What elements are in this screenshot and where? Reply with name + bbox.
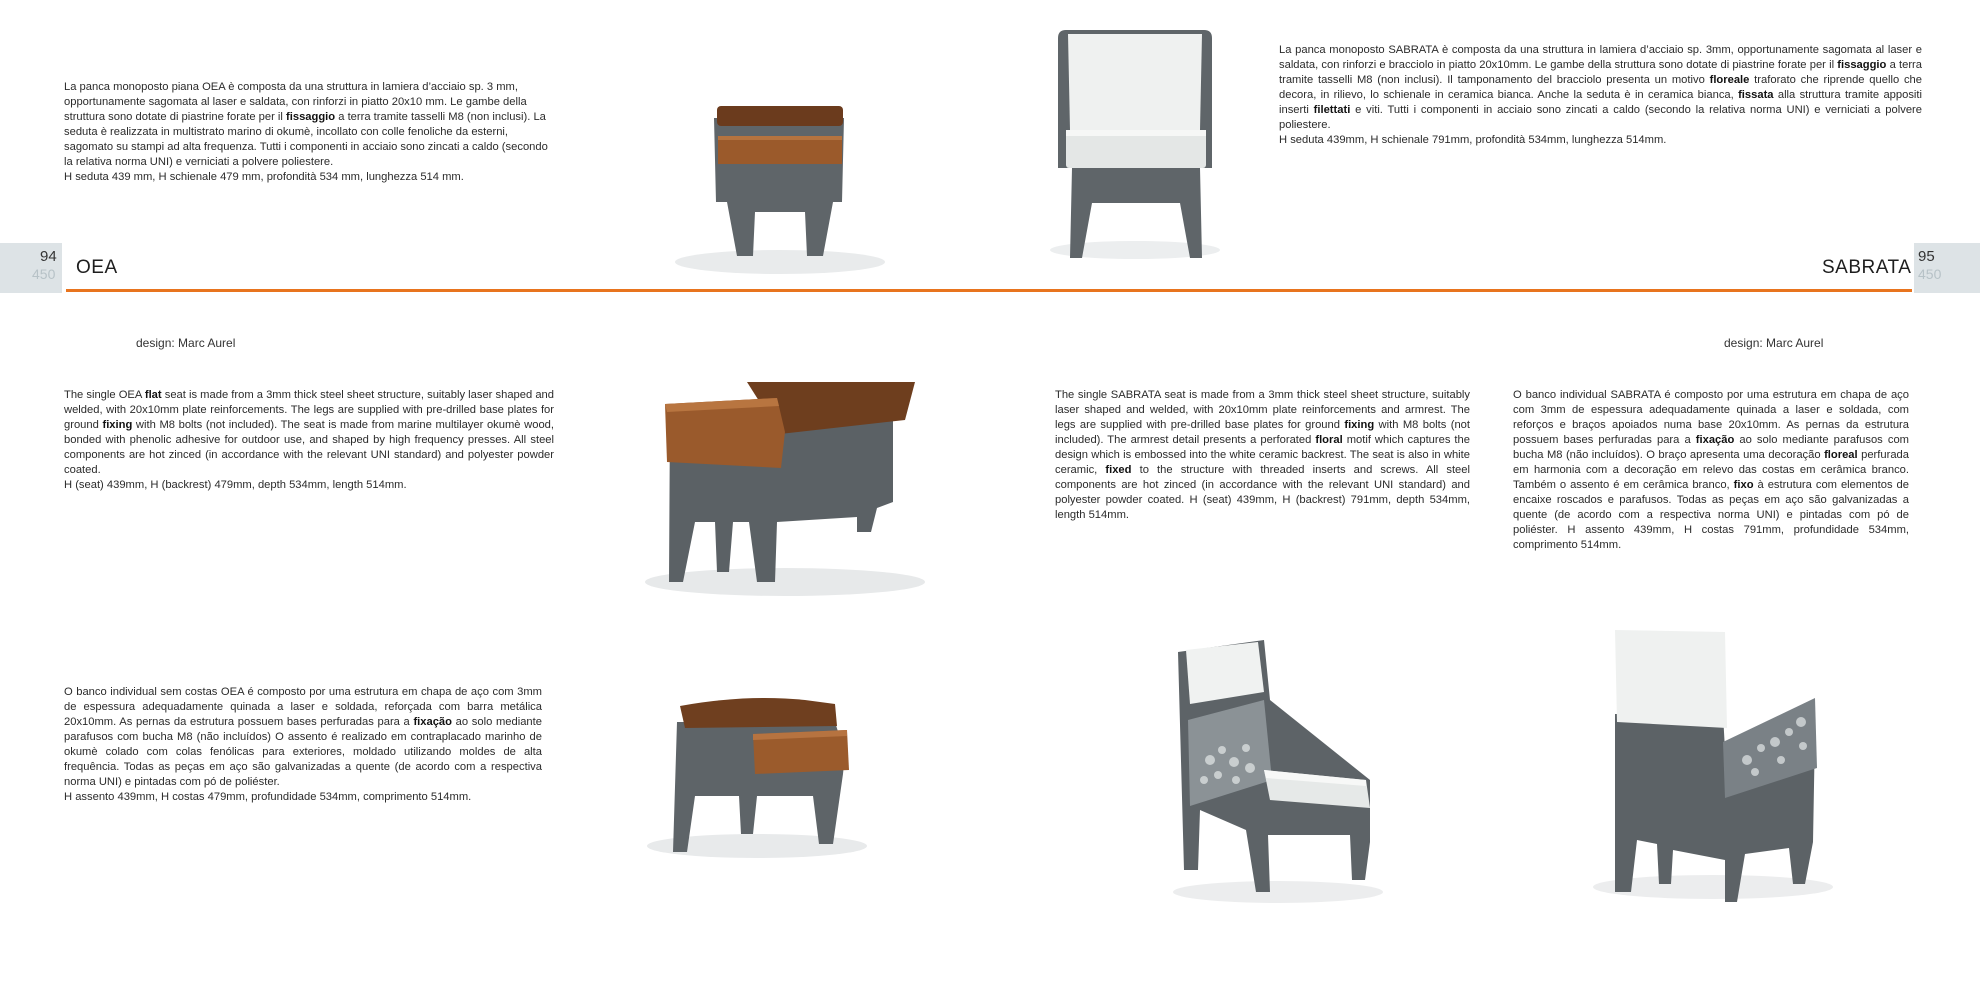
oea-it-text-2: a terra tramite tasselli M8 (non inclusi). La seduta è realizzata in multistrato marino di okumè, incollato con colle fenoliche da esterni, sagomato su stampi ad alta frequenza. Tutti i componenti in acciaio sono zincati a caldo (secondo la relativa norma UNI) e verniciati a polvere poliestere. xyxy=(64,111,548,168)
sabrata-it-text-4: alla struttura tramite appositi inserti xyxy=(1279,89,1923,116)
orange-header-rule xyxy=(66,289,1912,292)
oea-pt-keyword-fixacao: fixação xyxy=(413,716,452,728)
sabrata-it-dimensions: H seduta 439mm, H schienale 791mm, profondità 534mm, lunghezza 514mm. xyxy=(1279,134,1667,146)
oea-it-keyword-fissaggio: fissaggio xyxy=(286,111,336,123)
sabrata-it-text-3: traforato che riprende quello che decora, in rilievo, lo schienale in ceramica bianca. Anche la seduta è in ceramica bianca, xyxy=(1279,74,1922,101)
sabrata-it-text-2: a terra tramite tasselli M8 (non inclusi). Il tamponamento del bracciolo presenta un motivo xyxy=(1279,59,1922,86)
sabrata-portuguese-description xyxy=(1513,388,1909,553)
oea-it-text-1: La panca monoposto piana OEA è composta da una struttura in lamiera d’acciaio sp. 3 mm, opportunamente sagomata al laser e saldata, con rinforzi in piatto 20x10 mm. Le gambe della struttura sono dotate di piastrine forate per il xyxy=(64,81,527,123)
oea-en-keyword-fixing: fixing xyxy=(102,419,133,431)
oea-en-text-2: seat is made from a 3mm thick steel sheet structure, suitably laser shaped and welded, with 20x10mm plate reinforcements. The legs are supplied with pre-drilled base plates for ground xyxy=(64,389,554,431)
oea-en-keyword-flat: flat xyxy=(144,389,162,401)
sabrata-english-description xyxy=(1055,388,1470,523)
right-designer-credit: design: Marc Aurel xyxy=(1724,336,1824,350)
sabrata-pt-keyword-floreal: floreal xyxy=(1824,449,1858,461)
oea-seat-front-photo xyxy=(655,92,905,282)
sabrata-it-keyword-filettati: filettati xyxy=(1313,104,1351,116)
right-page-title: SABRATA xyxy=(1822,257,1912,278)
oea-portuguese-description xyxy=(64,685,542,805)
left-page-title: OEA xyxy=(76,257,118,278)
sabrata-italian-description xyxy=(1279,43,1922,148)
oea-english-description xyxy=(64,388,554,493)
oea-it-dimensions: H seduta 439 mm, H schienale 479 mm, profondità 534 mm, lunghezza 514 mm. xyxy=(64,171,464,183)
sabrata-it-text-1: La panca monoposto SABRATA è composta da una struttura in lamiera d’acciaio sp. 3mm, opportunamente sagomata al laser e saldata, con rinforzi e bracciolo in piatto 20x10mm. Le gambe della struttura sono dotate di piastrine forate per il xyxy=(1279,44,1922,71)
sabrata-it-keyword-fissaggio: fissaggio xyxy=(1837,59,1887,71)
sabrata-en-keyword-fixing: fixing xyxy=(1344,419,1375,431)
left-page-number: 94 xyxy=(40,248,57,265)
left-designer-credit: design: Marc Aurel xyxy=(136,336,236,350)
sabrata-pt-text-2: ao solo mediante parafusos com bucha M8 (não incluídos). O braço apresenta uma decoração xyxy=(1513,434,1909,461)
sabrata-en-text-4: to the structure with threaded inserts and screws. All steel components are hot zinced (in accordance with the relevant UNI standard) and polyester powder coated. H (seat) 439mm, H (backrest) 791mm, depth 534mm, length 514mm. xyxy=(1055,464,1470,521)
oea-seat-angle-photo xyxy=(625,382,940,604)
sabrata-pt-keyword-fixacao: fixação xyxy=(1695,434,1735,446)
sabrata-it-keyword-floreale: floreale xyxy=(1709,74,1750,86)
right-page-total: 450 xyxy=(1918,266,1942,282)
sabrata-chair-angle-photo xyxy=(1160,630,1395,908)
sabrata-en-text-1: The single SABRATA seat is made from a 3mm thick steel sheet structure, suitably laser shaped and welded, with 20x10mm plate reinforcements and armrest. The legs are supplied with pre-drilled base plates for ground xyxy=(1055,389,1470,431)
oea-pt-dimensions: H assento 439mm, H costas 479mm, profundidade 534mm, comprimento 514mm. xyxy=(64,791,472,803)
sabrata-pt-keyword-fixo: fixo xyxy=(1733,479,1754,491)
sabrata-en-keyword-fixed: fixed xyxy=(1105,464,1132,476)
sabrata-pt-text-4: à estrutura com elementos de encaixe roscados e parafusos. Todas as peças em aço são galvanizadas a quente (de acordo com a respectiva norma UNI) e pintadas com pó de poliéster. H assento 439mm, H costas 791mm, profundidade 534mm, comprimento 514mm. xyxy=(1513,479,1910,551)
oea-italian-description xyxy=(64,80,556,185)
oea-en-text-1: The single OEA xyxy=(64,389,145,401)
right-page-number: 95 xyxy=(1918,248,1935,265)
sabrata-en-text-3: motif which captures the design which is embossed into the white ceramic backrest. The seat is also in white ceramic, xyxy=(1055,434,1470,476)
sabrata-it-text-5: e viti. Tutti i componenti in acciaio sono zincati a caldo (secondo la relativa norma UNI) e verniciati a polvere poliestere. xyxy=(1279,104,1922,131)
oea-en-text-3: with M8 bolts (not included). The seat is made from marine multilayer okumè wood, bonded with phenolic adhesive for outdoor use, and shaped by high frequency presses. All steel components are hot zinced (in accordance with the relevant UNI standard) and polyester powder coated. xyxy=(64,419,555,476)
oea-seat-side-photo xyxy=(635,694,880,864)
sabrata-en-text-2: with M8 bolts (not included). The armrest detail presents a perforated xyxy=(1055,419,1471,446)
oea-pt-text-1: O banco individual sem costas OEA é composto por uma estrutura em chapa de aço com 3mm de espessura adequadamente quinada a laser e soldada, reforçada com barra metálica 20x10mm. As pernas da estrutura possuem bases perfuradas para a xyxy=(64,686,542,728)
oea-en-dimensions: H (seat) 439mm, H (backrest) 479mm, depth 534mm, length 514mm. xyxy=(64,479,407,491)
sabrata-pt-text-1: O banco individual SABRATA é composto por uma estrutura em chapa de aço com 3mm de espessura adequadamente quinada a laser e soldada, com reforços e braços apoiados numa base 20x10mm. As pernas da estrutura possuem bases perfuradas para a xyxy=(1513,389,1909,446)
sabrata-chair-rear-photo xyxy=(1575,622,1847,905)
oea-pt-text-2: ao solo mediante parafusos com bucha M8 (não incluídos) O assento é realizado em contraplacado marinho de okumè colado com colas fenólicas para exteriores, moldado utilizando moldes de alta frequência. Todas as peças em aço são galvanizadas a quente (de acordo com a respectiva norma UNI) e pintadas com pó de poliéster. xyxy=(64,716,542,788)
sabrata-en-keyword-floral: floral xyxy=(1315,434,1343,446)
sabrata-pt-text-3: perfurada em harmonia com a decoração em relevo das costas em cerâmica branco. Também o assento é em cerâmica branco, xyxy=(1513,449,1909,491)
left-page-total: 450 xyxy=(32,266,56,282)
sabrata-chair-front-photo xyxy=(1040,18,1230,264)
sabrata-it-keyword-fissata: fissata xyxy=(1738,89,1774,101)
